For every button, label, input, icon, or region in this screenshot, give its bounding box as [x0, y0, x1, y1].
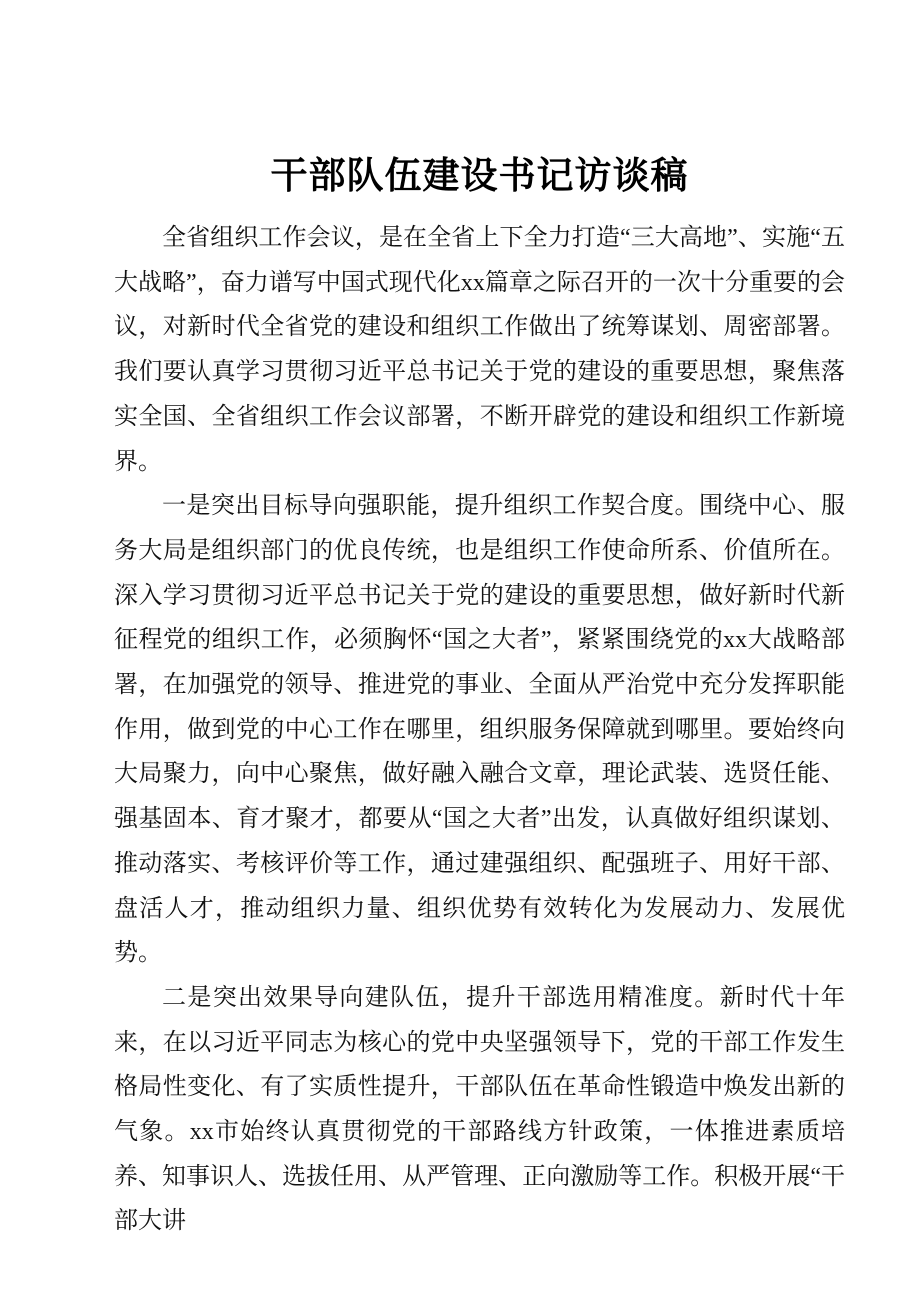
document-body	[114, 216, 845, 1244]
document-title: 干部队伍建设书记访谈稿	[270, 155, 689, 196]
paragraph-intro: 全省组织工作会议，是在全省上下全力打造“三大高地”、实施“五大战略”，奋力谱写中国式现代化xx篇章之际召开的一次十分重要的会议，对新时代全省党的建设和组织工作做出了统筹谋划、周密部署。我们要认真学习贯彻习近平总书记关于党的建设的重要思想，聚焦落实全国、全省组织工作会议部署，不断开辟党的建设和组织工作新境界。	[114, 225, 845, 475]
paragraph-point-one: 一是突出目标导向强职能，提升组织工作契合度。围绕中心、服务大局是组织部门的优良传统，也是组织工作使命所系、价值所在。深入学习贯彻习近平总书记关于党的建设的重要思想，做好新时代新征程党的组织工作，必须胸怀“国之大者”，紧紧围绕党的xx大战略部署，在加强党的领导、推进党的事业、全面从严治党中充分发挥职能作用，做到党的中心工作在哪里，组织服务保障就到哪里。要始终向大局聚力，向中心聚焦，做好融入融合文章，理论武装、选贤任能、强基固本、育才聚才，都要从“国之大者”出发，认真做好组织谋划、推动落实、考核评价等工作，通过建强组织、配强班子、用好干部、盘活人才，推动组织力量、组织优势有效转化为发展动力、发展优势。	[114, 493, 845, 967]
paragraph-point-two: 二是突出效果导向建队伍，提升干部选用精准度。新时代十年来，在以习近平同志为核心的党中央坚强领导下，党的干部工作发生格局性变化、有了实质性提升，干部队伍在革命性锻造中焕发出新的气象。xx市始终认真贯彻党的干部路线方针政策，一体推进素质培养、知事识人、选拔任用、从严管理、正向激励等工作。积极开展“干部大讲	[114, 984, 845, 1235]
